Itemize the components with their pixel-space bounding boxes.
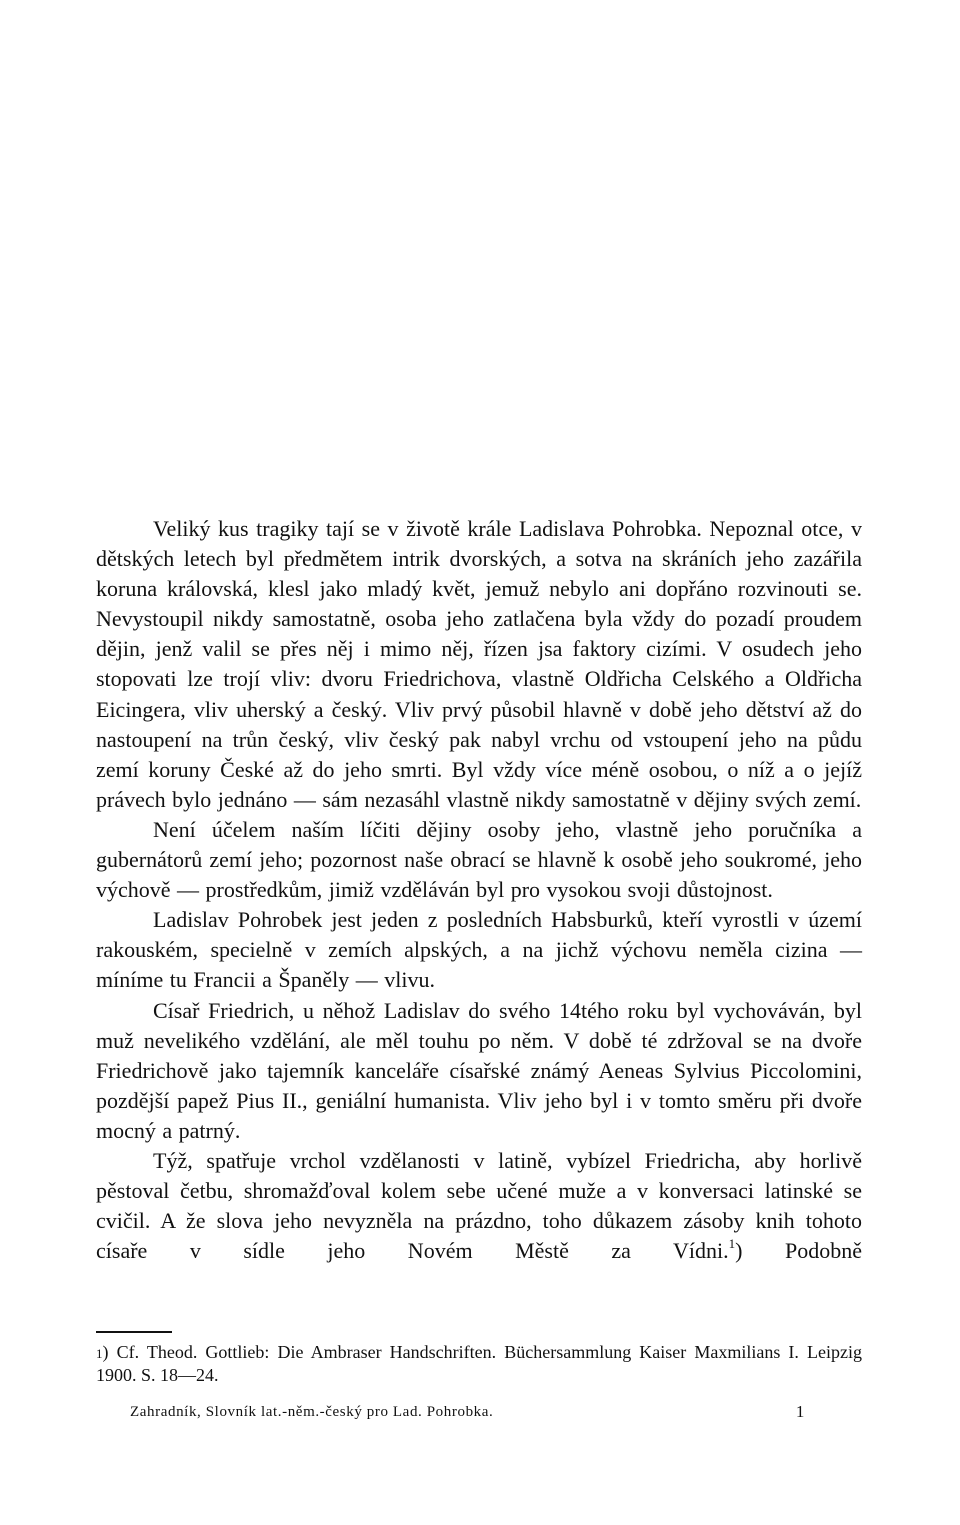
- paragraph-3: Ladislav Pohrobek jest jeden z posledních Habsburků, kteří vyrostli v území rakouském, specielně v zemích alpských, a na jichž výchovu neměla cizina — míníme tu Francii a Španěly — vlivu.: [96, 907, 862, 993]
- footnote-divider: [96, 1331, 172, 1333]
- paragraph-2: Není účelem naším líčiti dějiny osoby jeho, vlastně jeho poručníka a gubernátorů zemí jeho; pozornost naše obrací se hlavně k osobě jeho soukromé, jeho výchově — prostředkům, jimiž vzděláván byl pro vysokou svoji důstojnost.: [96, 816, 862, 903]
- paragraph-5-continuation: ) Podobně: [735, 1238, 863, 1264]
- page-number: 1: [795, 1402, 805, 1421]
- paragraph-4: Císař Friedrich, u něhož Ladislav do svého 14tého roku byl vychováván, byl muž nevelikého vzdělání, ale měl touhu po něm. V době té zdržoval se na dvoře Friedrichově jako tajemník kanceláře císařské známý Aeneas Sylvius Piccolomini, pozdější papež Pius II., geniální humanista. Vliv jeho byl i v tomto směru při dvoře mocný a patrný.: [96, 997, 862, 1143]
- footnote-mark-close: ): [102, 1342, 109, 1362]
- footnote-mark: 1: [96, 1346, 103, 1361]
- paragraph-5-text: Týž, spatřuje vrchol vzdělanosti v latině, vybízel Friedricha, aby horlivě pěstoval četbu, shromažďoval kolem sebe učené muže a v konversaci latinské se cvičil. A že slova jeho nevyzněla na prázdno, toho důkazem zásoby knih tohoto císaře v sídle jeho Novém Městě za Vídni.: [96, 1147, 862, 1264]
- footnote-text: Cf. Theod. Gottlieb: Die Ambraser Handschriften. Büchersammlung Kaiser Maxmilians I. Leipzig 1900. S. 18—24.: [96, 1342, 862, 1385]
- footnote: [96, 1341, 862, 1387]
- paragraph-5: [96, 1146, 862, 1266]
- paragraph-1: Veliký kus tragiky tají se v životě krále Ladislava Pohrobka. Nepoznal otce, v dětských letech byl předmětem intrik dvorských, a sotva na skráních jeho zazářila koruna královská, klesl jako mladý květ, jemuž nebylo ani dopřáno rozvinouti se. Nevystoupil nikdy samostatně, osoba jeho zatlačena byla vždy do pozadí proudem dějin, jenž valil se přes něj i mimo něj, řízen jsa faktory cizími. V osudech jeho stopovati lze trojí vliv: dvoru Friedrichova, vlastně Oldřicha Celského a Oldřicha Eicingera, vliv uherský a český. Vliv prvý působil hlavně v době jeho dětství až do nastoupení na trůn český, vliv český pak nabyl vrchu od vstoupení jeho na půdu zemí koruny České až do jeho smrti. Byl vždy více méně osobou, o níž a o jejíž právech bylo jednáno — sám nezasáhl vlastně nikdy samostatně v dějiny svých zemí.: [96, 516, 862, 812]
- signature-text: Zahradník, Slovník lat.-něm.-český pro Lad. Pohrobka.: [130, 1404, 494, 1420]
- main-text: [96, 514, 862, 1266]
- footnote-reference: 1: [728, 1235, 736, 1251]
